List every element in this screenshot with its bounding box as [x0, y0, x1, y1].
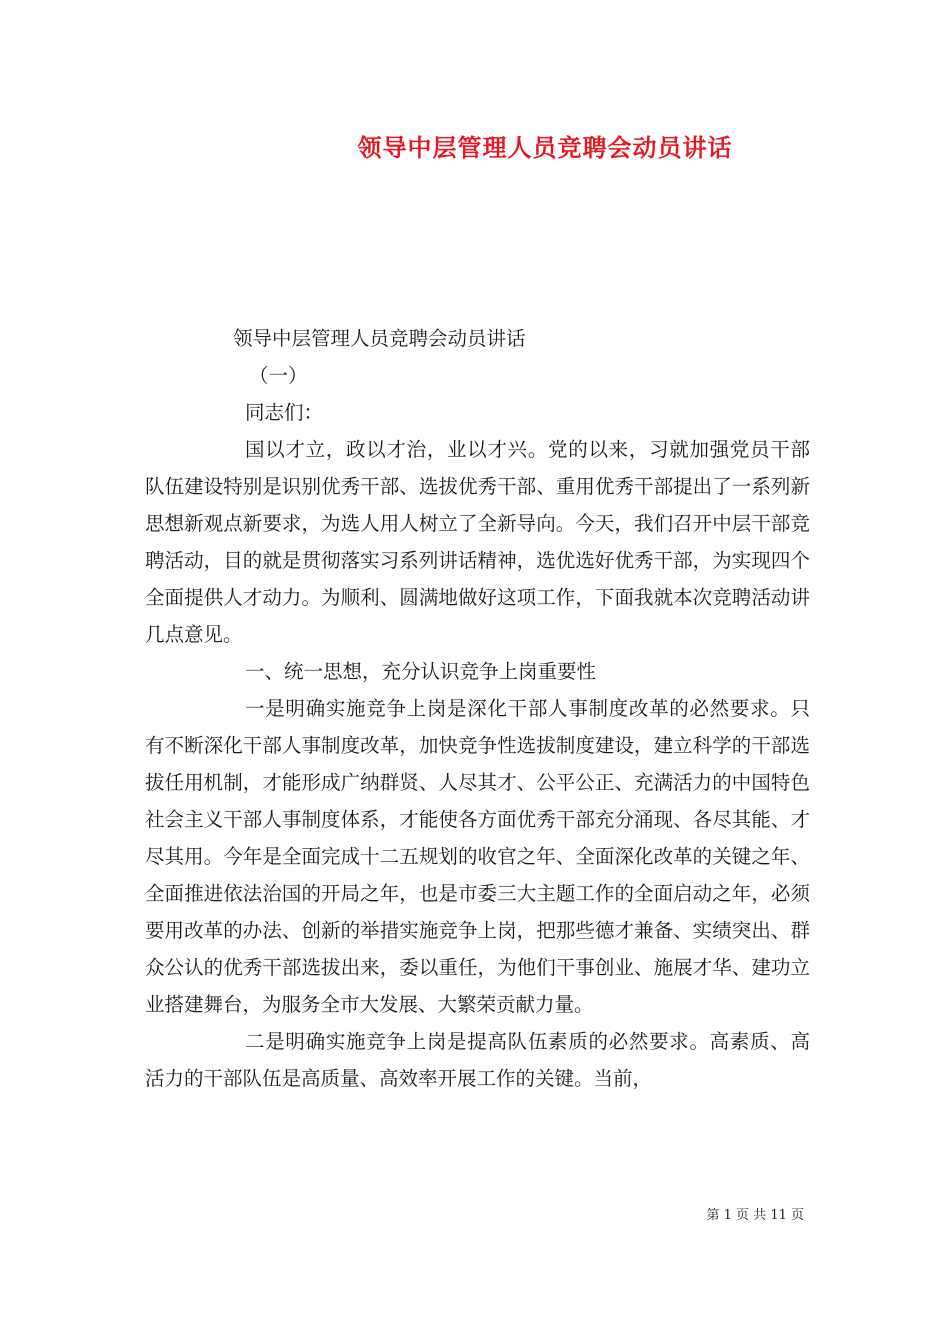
paragraph-intro: 国以才立，政以才治，业以才兴。党的以来，习就加强党员干部队伍建设特别是识别优秀干部、选拔优秀干部、重用优秀干部提出了一系列新思想新观点新要求，为选人用人树立了全新导向。今天，我们召开中层干部竞聘活动，目的就是贯彻落实习系列讲话精神，选优选好优秀干部，为实现四个全面提供人才动力。为顺利、圆满地做好这项工作，下面我就本次竞聘活动讲几点意见。	[145, 438, 810, 646]
paragraph-point-2: 二是明确实施竞争上岗是提高队伍素质的必然要求。高素质、高活力的干部队伍是高质量、高效率开展工作的关键。当前，	[145, 1030, 810, 1090]
paragraph-point-1: 一是明确实施竞争上岗是深化干部人事制度改革的必然要求。只有不断深化干部人事制度改革，加快竞争性选拔制度建设，建立科学的干部选拔任用机制，才能形成广纳群贤、人尽其才、公平公正、充满活力的中国特色社会主义干部人事制度体系，才能使各方面优秀干部充分涌现、各尽其能、才尽其用。今年是全面完成十二五规划的收官之年、全面深化改革的关键之年、全面推进依法治国的开局之年，也是市委三大主题工作的全面启动之年，必须要用改革的办法、创新的举措实施竞争上岗，把那些德才兼备、实绩突出、群众公认的优秀干部选拔出来，委以重任，为他们干事创业、施展才华、建功立业搭建舞台，为服务全市大发展、大繁荣贡献力量。	[145, 697, 810, 1016]
salutation: 同志们：	[245, 401, 324, 424]
page-number: 第 1 页 共 11 页	[706, 1208, 804, 1223]
document-title: 领导中层管理人员竞聘会动员讲话	[357, 133, 733, 162]
document-subtitle: 领导中层管理人员竞聘会动员讲话	[233, 327, 526, 350]
section-number: （一）	[249, 364, 308, 387]
document-body	[145, 320, 810, 1097]
section-heading-1: 一、统一思想，充分认识竞争上岗重要性	[245, 660, 597, 683]
